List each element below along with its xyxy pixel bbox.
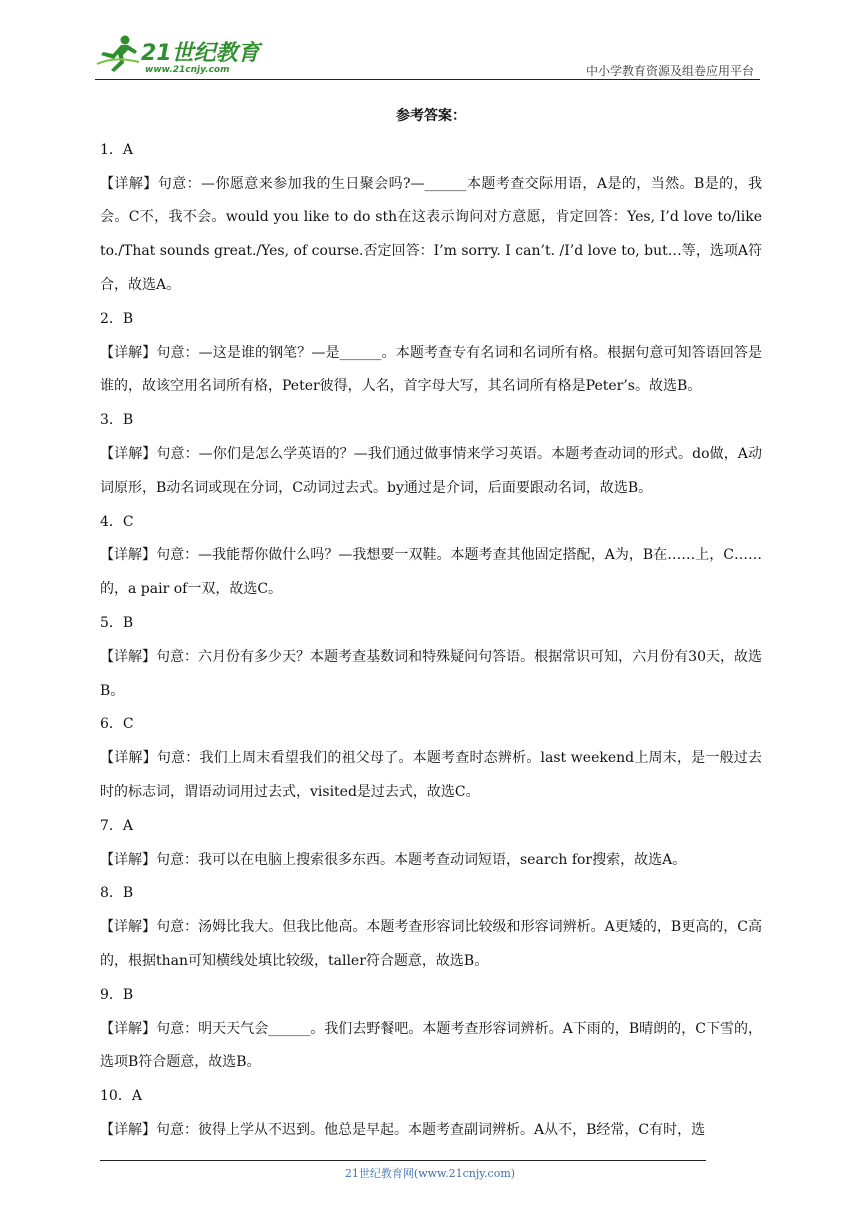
answer-section xyxy=(100,100,762,1148)
answer-explanation: 【详解】句意：明天天气会______。我们去野餐吧。本题考查形容词辨析。A下雨的，B晴朗的，C下雪的，选项B符合题意，故选B。 xyxy=(100,1020,762,1071)
footer-divider xyxy=(100,1160,706,1161)
answer-explanation: 【详解】句意：—你们是怎么学英语的？—我们通过做事情来学习英语。本题考查动词的形式。do做，A动词原形，B动名词或现在分词，C动词过去式。by通过是介词，后面要跟动名词，故选B。 xyxy=(100,445,762,496)
logo xyxy=(95,28,265,80)
answer-number: 2．B xyxy=(100,310,134,327)
answer-list xyxy=(100,134,762,1148)
answer-number: 3．B xyxy=(100,412,134,429)
answer-number: 9．B xyxy=(100,986,134,1003)
answer-explanation: 【详解】句意：我可以在电脑上搜索很多东西。本题考查动词短语，search for搜索，故选A。 xyxy=(100,851,687,868)
answer-number: 4．C xyxy=(100,513,134,530)
answer-explanation: 【详解】句意：彼得上学从不迟到。他总是早起。本题考查副词辨析。A从不，B经常，C有时，选 xyxy=(100,1121,706,1138)
header-divider xyxy=(95,79,760,80)
answer-number: 6．C xyxy=(100,716,134,733)
platform-name: 中小学教育资源及组卷应用平台 xyxy=(585,64,754,78)
answer-explanation: 【详解】句意：—这是谁的钢笔？—是______。本题考查专有名词和名词所有格。根据句意可知答语回答是谁的，故该空用名词所有格，Peter彼得，人名，首字母大写，其名词所有格是Peter’s。故选B。 xyxy=(100,344,762,395)
page-title: 参考答案： xyxy=(396,108,466,124)
answer-explanation: 【详解】句意：汤姆比我大。但我比他高。本题考查形容词比较级和形容词辨析。A更矮的，B更高的，C高的，根据than可知横线处填比较级，taller符合题意，故选B。 xyxy=(100,919,762,969)
page-footer: 21世纪教育网(www.21cnjy.com) xyxy=(344,1167,516,1180)
logo-url: www.21cnjy.com xyxy=(145,65,230,75)
answer-explanation: 【详解】句意：—你愿意来参加我的生日聚会吗?—______本题考查交际用语，A是的，当然。B是的，我会。C不，我不会。would you like to do sth在这表示询问对方意愿，肯定回答：Yes, I’d love to/like to./That sounds great./Yes, of course.否定回答：I’m sorry. I can’t. /I’d love to, but…等，选项A符合，故选A。 xyxy=(100,175,762,293)
answer-number: 7．A xyxy=(100,817,134,834)
runner-logo-icon xyxy=(95,34,143,74)
logo-text: 21世纪教育 xyxy=(141,41,260,66)
answer-number: 8．B xyxy=(100,885,134,902)
answer-explanation: 【详解】句意：六月份有多少天？本题考查基数词和特殊疑问句答语。根据常识可知，六月份有30天，故选B。 xyxy=(100,648,762,699)
answer-explanation: 【详解】句意：—我能帮你做什么吗？—我想要一双鞋。本题考查其他固定搭配，A为，B在……上，C……的，a pair of一双，故选C。 xyxy=(100,547,762,598)
answer-number: 1．A xyxy=(100,141,134,158)
page-header xyxy=(95,28,760,80)
answer-number: 5．B xyxy=(100,614,134,631)
answer-explanation: 【详解】句意：我们上周末看望我们的祖父母了。本题考查时态辨析。last weekend上周末，是一般过去时的标志词，谓语动词用过去式，visited是过去式，故选C。 xyxy=(100,750,762,800)
answer-number: 10．A xyxy=(100,1088,142,1105)
